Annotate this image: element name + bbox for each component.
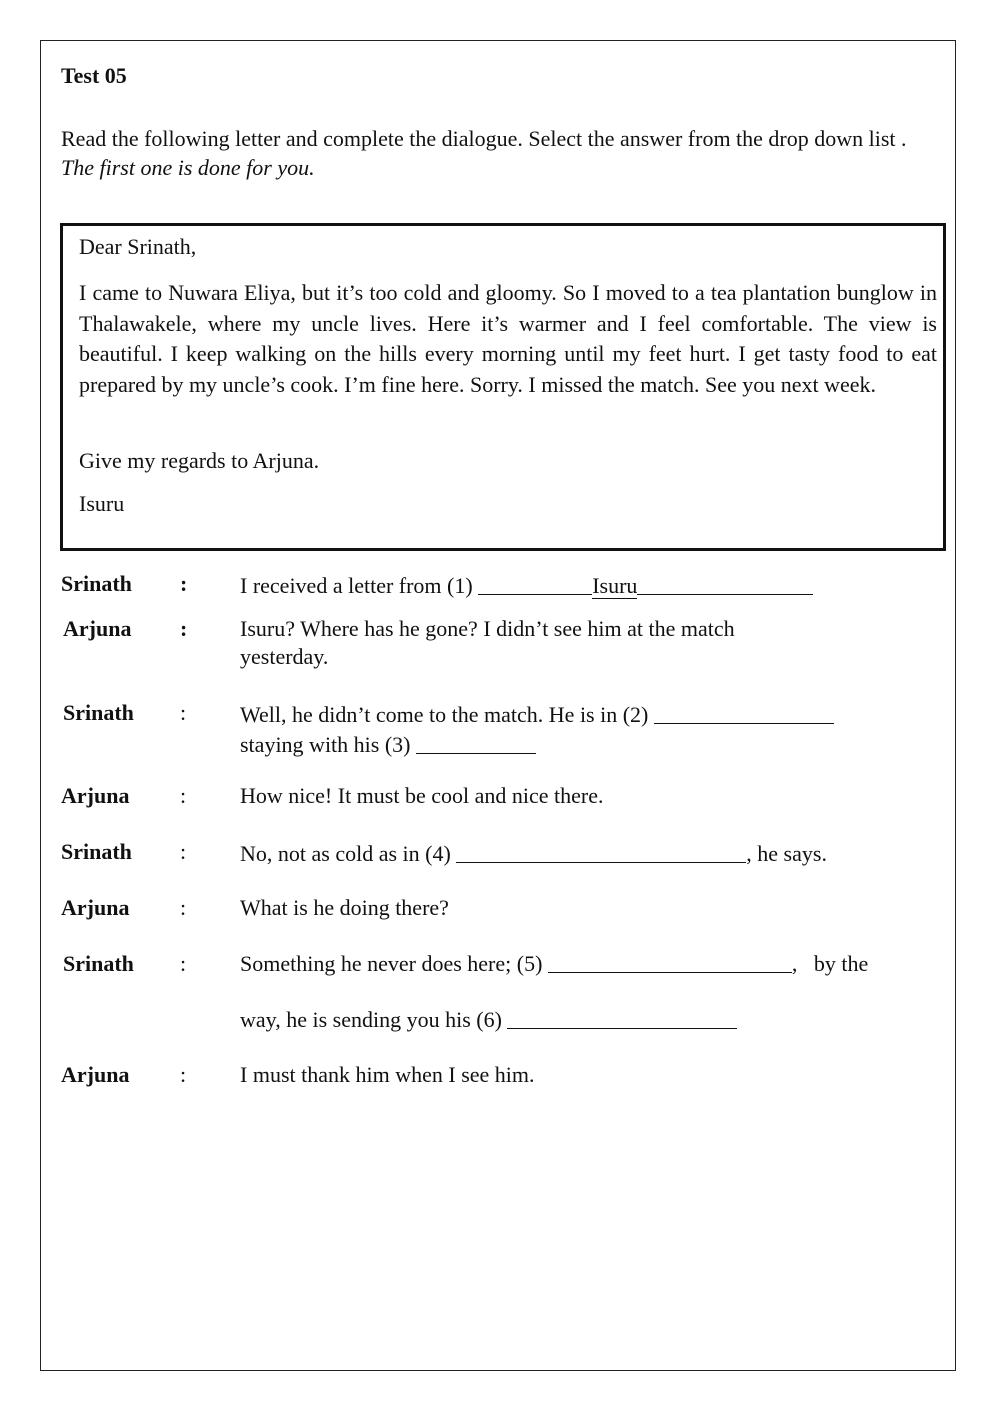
- speaker-arjuna: Arjuna: [61, 783, 130, 808]
- dialogue-text: Isuru? Where has he gone? I didn’t see him at the match yesterday.: [240, 616, 735, 669]
- speaker-colon: :: [180, 951, 187, 976]
- dialogue-text: [240, 936, 900, 1048]
- answer-blank-1-lead: [478, 572, 592, 595]
- speaker-colon: :: [180, 1062, 187, 1087]
- dialogue-text-line2: way, he is sending you his (6): [240, 1007, 508, 1032]
- dialogue-text-before: Well, he didn’t come to the match. He is in (2): [240, 702, 654, 727]
- letter-salutation: Dear Srinath,: [79, 234, 197, 259]
- answer-blank-1-trail: [637, 572, 813, 595]
- letter-regards: Give my regards to Arjuna.: [79, 448, 320, 473]
- speaker-arjuna: Arjuna: [61, 895, 130, 920]
- dialogue-text: I must thank him when I see him.: [240, 1062, 535, 1087]
- dialogue-text-after: , he says.: [746, 841, 827, 866]
- dialogue-text-before: No, not as cold as in (4): [240, 841, 457, 866]
- dialogue-text-before: Something he never does here; (5): [240, 951, 548, 976]
- answer-dropdown-4[interactable]: [456, 840, 746, 863]
- answer-dropdown-5[interactable]: [548, 950, 792, 973]
- answer-dropdown-6[interactable]: [507, 1006, 737, 1029]
- dialogue-text: [240, 570, 900, 600]
- instructions-italic: The first one is done for you.: [61, 155, 315, 180]
- letter-body: I came to Nuwara Eliya, but it’s too cold and gloomy. So I moved to a tea plantation bunglow in Thalawakele, where my uncle lives. Here it’s warmer and I feel comfortable. The view is beautiful. I keep walking on the hills every morning until my feet hurt. I get tasty food to eat prepared by my uncle’s cook. I’m fine here. Sorry. I missed the match. See you next week.: [79, 280, 937, 397]
- dialogue-text: [240, 838, 900, 868]
- letter-signoff: Isuru: [79, 491, 125, 516]
- dialogue-text-middle: staying with his (3): [240, 732, 416, 757]
- instructions-main: Read the following letter and complete the dialogue. Select the answer from the drop down list .: [61, 126, 907, 151]
- speaker-arjuna: Arjuna: [61, 1062, 130, 1087]
- test-title: Test 05: [61, 63, 127, 88]
- instructions: [61, 124, 941, 182]
- speaker-colon: :: [180, 571, 188, 596]
- speaker-srinath: Srinath: [63, 700, 134, 725]
- speaker-colon: :: [180, 700, 187, 725]
- answer-dropdown-3[interactable]: [416, 731, 536, 754]
- dialogue-text: [240, 699, 900, 759]
- dialogue-text: What is he doing there?: [240, 895, 449, 920]
- speaker-colon: :: [180, 783, 187, 808]
- answer-dropdown-1[interactable]: Isuru: [592, 573, 638, 598]
- answer-dropdown-2[interactable]: [654, 701, 834, 724]
- speaker-srinath: Srinath: [61, 839, 132, 864]
- dialogue-text: How nice! It must be cool and nice there.: [240, 783, 604, 808]
- speaker-arjuna: Arjuna: [63, 616, 132, 641]
- dialogue-text-before: I received a letter from (1): [240, 573, 479, 598]
- dialogue-text-after: , by the: [791, 951, 869, 976]
- speaker-colon: :: [180, 895, 187, 920]
- speaker-srinath: Srinath: [63, 951, 134, 976]
- speaker-colon: :: [180, 616, 188, 641]
- speaker-colon: :: [180, 839, 187, 864]
- speaker-srinath: Srinath: [61, 571, 132, 596]
